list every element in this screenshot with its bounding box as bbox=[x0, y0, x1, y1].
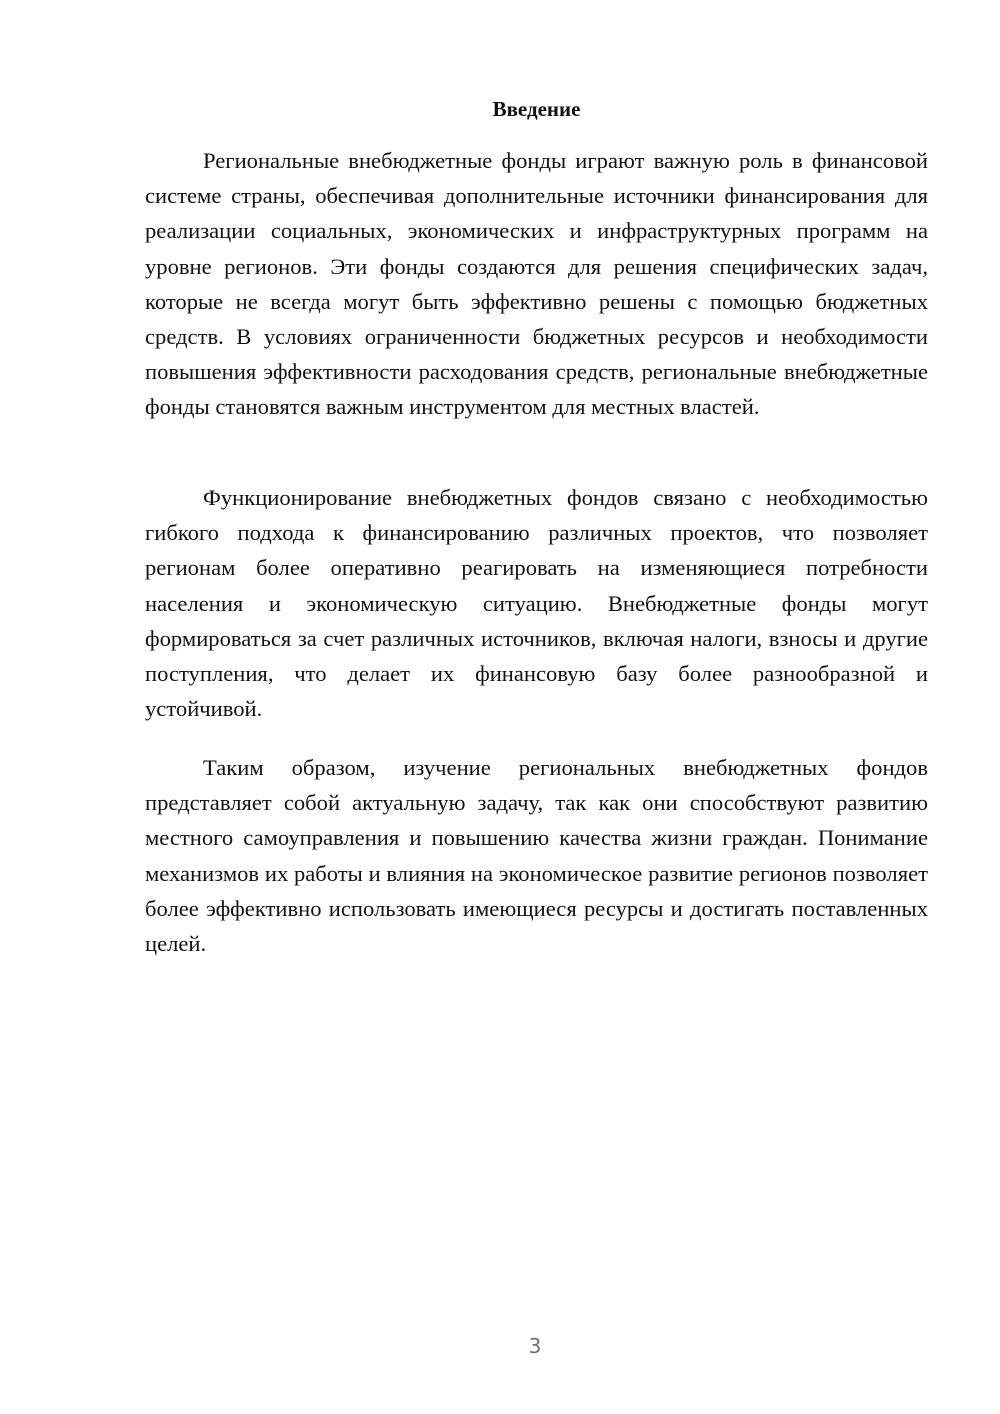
paragraph-3: Таким образом, изучение региональных внебюджетных фондов представляет собой актуальную задачу, так как они способствуют развитию местного самоуправления и повышению качества жизни граждан. Понимание механизмов их работы и влияния на экономическое развитие регионов позволяет более эффективно использовать имеющиеся ресурсы и достигать поставленных целей. bbox=[145, 755, 928, 957]
section-title: Введение bbox=[492, 97, 581, 121]
paragraph-1: Региональные внебюджетные фонды играют важную роль в финансовой системе страны, обеспечивая дополнительные источники финансирования для реализации социальных, экономических и инфраструктурных программ на уровне регионов. Эти фонды создаются для решения специфических задач, которые не всегда могут быть эффективно решены с помощью бюджетных средств. В условиях ограниченности бюджетных ресурсов и необходимости повышения эффективности расходования средств, региональные внебюджетные фонды становятся важным инструментом для местных властей. bbox=[145, 148, 928, 420]
page-number: 3 bbox=[528, 1334, 542, 1358]
paragraph-2: Функционирование внебюджетных фондов связано с необходимостью гибкого подхода к финансированию различных проектов, что позволяет регионам более оперативно реагировать на изменяющиеся потребности населения и экономическую ситуацию. Внебюджетные фонды могут формироваться за счет различных источников, включая налоги, взносы и другие поступления, что делает их финансовую базу более разнообразной и устойчивой. bbox=[145, 485, 928, 722]
